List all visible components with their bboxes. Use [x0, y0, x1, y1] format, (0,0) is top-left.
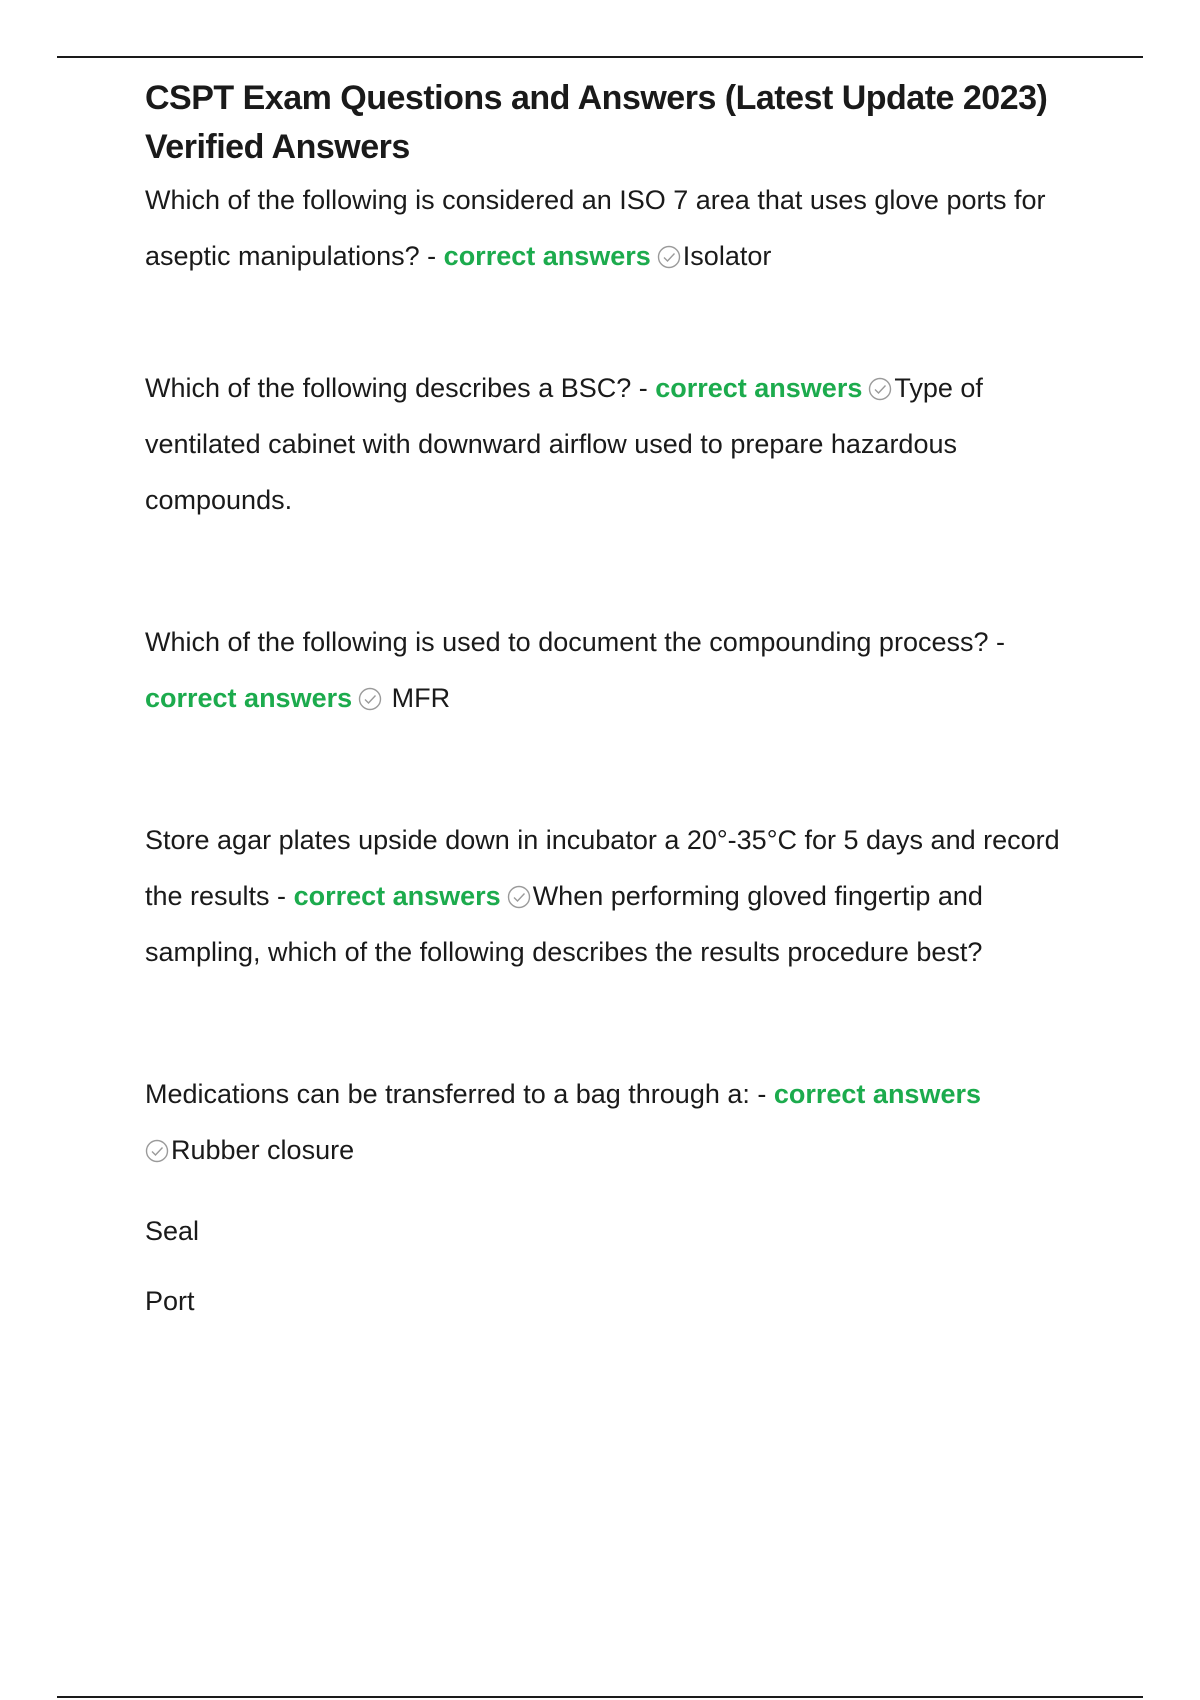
qa-item-4: [145, 812, 1095, 980]
document-body: [145, 74, 1095, 1318]
check-circle-icon: [145, 1139, 169, 1163]
answer-text: MFR: [384, 683, 451, 713]
correct-answers-label: correct answers: [773, 1079, 981, 1109]
check-circle-icon: [657, 245, 681, 269]
bottom-rule: [57, 1696, 1143, 1698]
question-text: Which of the following is considered an ISO 7 area that uses glove ports for aseptic manipulations? -: [145, 185, 1046, 271]
document-title: CSPT Exam Questions and Answers (Latest Update 2023) Verified Answers: [145, 79, 1048, 166]
extra-line-seal: Seal: [145, 1216, 200, 1246]
answer-text: Type of ventilated cabinet with downward airflow used to prepare hazardous compounds.: [145, 373, 983, 515]
top-rule: [57, 56, 1143, 58]
question-text: Which of the following describes a BSC? -: [145, 373, 656, 403]
question-text: Which of the following is used to document the compounding process? -: [145, 627, 1005, 657]
qa-item-3: [145, 614, 1095, 726]
extra-line-port: Port: [145, 1286, 195, 1316]
qa-item-2: [145, 360, 1095, 528]
correct-answers-label: correct answers: [655, 373, 863, 403]
qa-item-5: [145, 1066, 1095, 1178]
correct-answers-label: correct answers: [145, 683, 353, 713]
question-text: Store agar plates upside down in incubator a 20°-35°C for 5 days and record the results -: [145, 825, 1060, 911]
check-circle-icon: [358, 687, 382, 711]
answer-text: Isolator: [682, 241, 772, 271]
question-text: Medications can be transferred to a bag through a: -: [145, 1079, 774, 1109]
check-circle-icon: [507, 885, 531, 909]
check-circle-icon: [868, 377, 892, 401]
correct-answers-label: correct answers: [443, 241, 651, 271]
correct-answers-label: correct answers: [293, 881, 501, 911]
qa-item-1: [145, 172, 1095, 284]
answer-text: Rubber closure: [171, 1135, 355, 1165]
answer-text: When performing gloved fingertip and sampling, which of the following describes the results procedure best?: [145, 881, 983, 967]
